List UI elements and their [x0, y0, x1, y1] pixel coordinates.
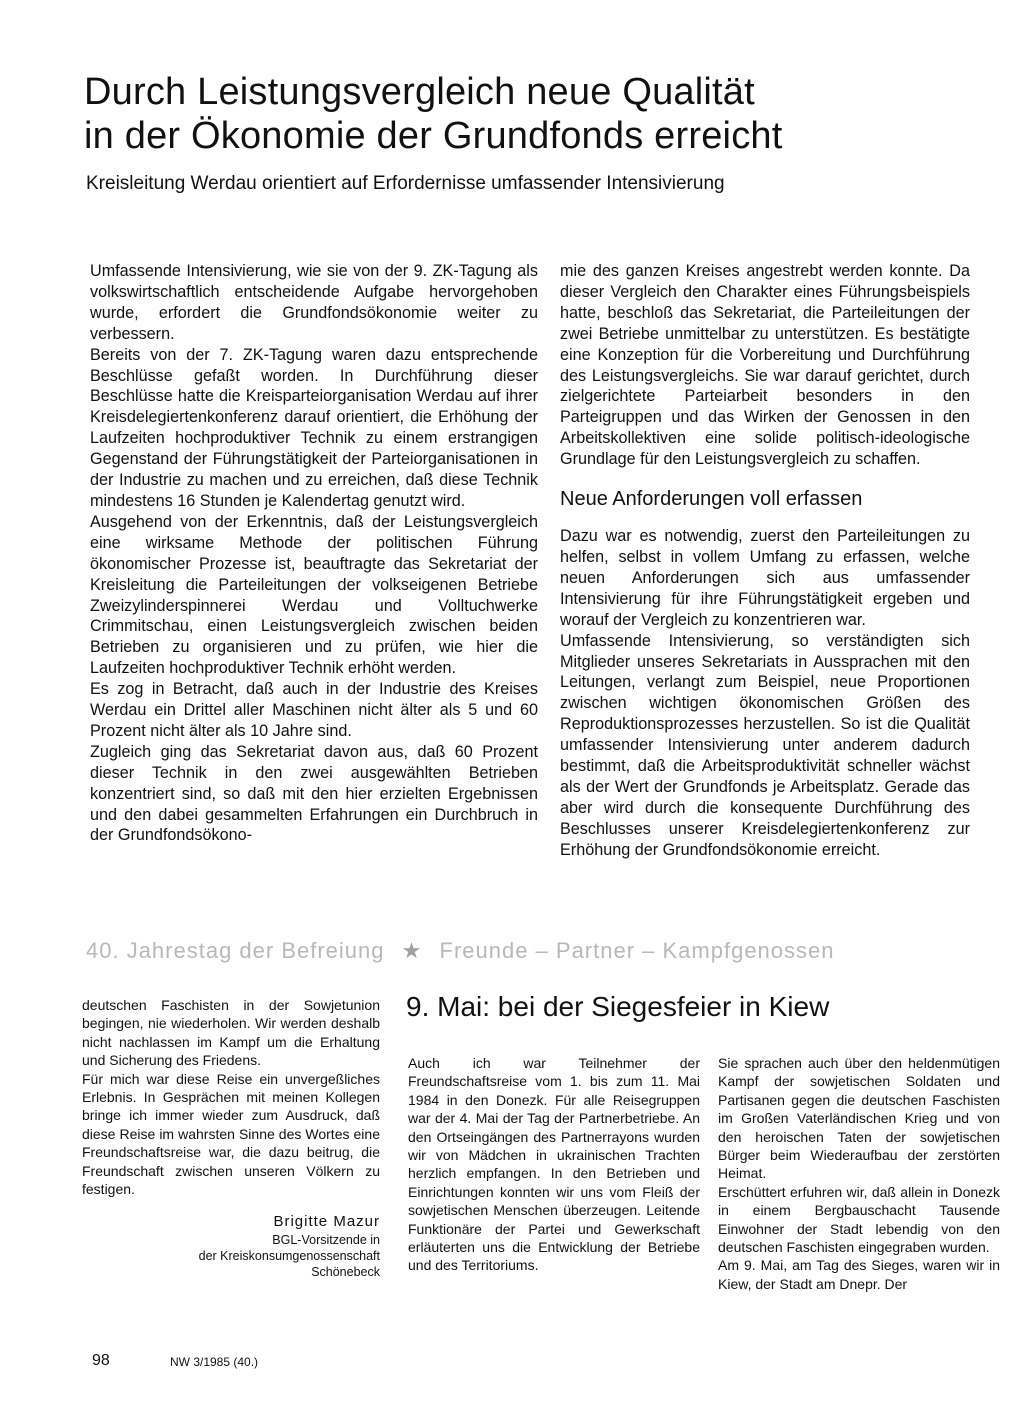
headline-line-2: in der Ökonomie der Grundfonds erreicht	[84, 115, 783, 157]
banner-right-text: Freunde – Partner – Kampfgenossen	[439, 938, 835, 963]
paragraph: Zugleich ging das Sekretariat davon aus, daß 60 Prozent dieser Technik in den zwei ausgewählten Betrieben konzentriert sind, so daß mit den hier erzielten Ergebnissen und den dabei gesammelten Erfahrungen ein Durchbruch in der Grundfondsökono-	[90, 742, 538, 845]
headline-line-1: Durch Leistungsvergleich neue Qualität	[84, 71, 755, 113]
paragraph: Auch ich war Teilnehmer der Freundschaftsreise vom 1. bis zum 11. Mai 1984 in den Donezk. Für alle Reisegruppen war der 4. Mai der Tag der Partnerbetriebe. An den Ortseingängen des Partnerrayons wurden wir von Mädchen in ukrainischen Trachten herzlich empfangen. In den Betrieben und Einrichtungen konnten wir uns vom Fleiß der sowjetischen Menschen überzeugen. Leitende Funktionäre der Partei und Gewerkschaft erläuterten uns die Entwicklung der Betriebe und des Territoriums.	[408, 1055, 700, 1274]
paragraph: mie des ganzen Kreises angestrebt werden konnte. Da dieser Vergleich den Charakter eines Führungsbeispiels hatte, beschloß das Sekretariat, die Parteileitungen der zwei Betriebe unmittelbar zu unterstützen. Es bestätigte eine Konzeption für die Vorbereitung und Durchführung des Leistungsvergleichs. Sie war darauf gerichtet, durch zielgerichtete Parteiarbeit besonders in den Parteigruppen und das Wirken der Genossen in den Arbeitskollektiven eine solide politisch-ideologische Grundlage für den Leistungsvergleich zu schaffen.	[560, 262, 970, 469]
paragraph: Ausgehend von der Erkenntnis, daß der Leistungsvergleich eine wirksame Methode der politischen Führung ökonomischer Prozesse ist, beauftragte das Sekretariat der Kreisleitung die Parteileitungen der volkseigenen Betriebe Zweizylinderspinnerei Werdau und Volltuchwerke Crimmitschau, einen Leistungsvergleich zwischen beiden Betrieben zu organisieren und zu prüfen, wie hier die Laufzeiten hochproduktiver Technik erhöht werden.	[90, 512, 538, 678]
headline	[84, 70, 984, 158]
paragraph: Umfassende Intensivierung, wie sie von der 9. ZK-Tagung als volkswirtschaftlich entscheidende Aufgabe hervorgehoben wurde, erfordert die Grundfondsökonomie weiter zu verbessern.	[90, 262, 538, 343]
paragraph: Sie sprachen auch über den heldenmütigen Kampf der sowjetischen Soldaten und Partisanen gegen die deutschen Faschisten im Großen Vaterländischen Krieg und von den heroischen Taten der sowjetischen Bürger beim Wiederaufbau der zerstörten Heimat.	[718, 1055, 1000, 1182]
section-heading: Neue Anforderungen voll erfassen	[560, 488, 863, 511]
paragraph: deutschen Faschisten in der Sowjetunion begingen, nie wiederholen. Wir werden deshalb nicht nachlassen im Kampf um die Erhaltung und Sicherung des Friedens.	[82, 997, 380, 1069]
author-role-line: der Kreiskonsumgenossenschaft	[198, 1249, 380, 1264]
article-left-column	[90, 261, 538, 846]
page-number: 98	[92, 1352, 110, 1369]
article2-column-a	[82, 996, 380, 1280]
article2-column-b	[408, 1054, 700, 1275]
paragraph: Am 9. Mai, am Tag des Sieges, waren wir in Kiew, der Stadt am Dnepr. Der	[718, 1257, 1000, 1292]
article-title: 9. Mai: bei der Siegesfeier in Kiew	[406, 991, 830, 1022]
author-role-line: Schönebeck	[311, 1265, 380, 1280]
issue-label: NW 3/1985 (40.)	[170, 1355, 259, 1369]
subheadline: Kreisleitung Werdau orientiert auf Erfordernisse umfassender Intensivierung	[86, 173, 725, 194]
paragraph: Bereits von der 7. ZK-Tagung waren dazu entsprechende Beschlüsse gefaßt worden. In Durchführung dieser Beschlüsse hatte die Kreisparteiorganisation Werdau auf ihrer Kreisdelegiertenkonferenz darauf orientiert, die Erhöhung der Laufzeiten hochproduktiver Technik zu einem erstrangigen Gegenstand der Führungstätigkeit der Parteiorganisationen in der Industrie zu machen und zu erreichen, daß diese Technik mindestens 16 Stunden je Kalendertag genutzt wird.	[90, 345, 538, 510]
anniversary-banner	[86, 936, 996, 966]
paragraph: Erschüttert erfuhren wir, daß allein in Donezk in einem Bergbauschacht Tausende Einwohner der Stadt lebendig von den deutschen Faschisten eingegraben wurden.	[718, 1183, 1000, 1256]
star-icon: ★	[401, 938, 423, 963]
author-role	[82, 1232, 380, 1280]
paragraph: Dazu war es notwendig, zuerst den Parteileitungen zu helfen, selbst in vollem Umfang zu erfassen, welche neuen Anforderungen sich aus umfassender Intensivierung für ihre Führungstätigkeit ergeben und worauf der Vergleich zu konzentrieren war.	[560, 527, 970, 629]
paragraph: Für mich war diese Reise ein unvergeßliches Erlebnis. In Gesprächen mit meinen Kollegen bringe ich immer wieder zum Ausdruck, daß diese Reise im wahrsten Sinne des Wortes eine Freundschaftsreise war, die dazu beitrug, die Freundschaft zwischen unseren Völkern zu festigen.	[82, 1070, 380, 1198]
author-role-line: BGL-Vorsitzende in	[272, 1233, 380, 1248]
article-right-column	[560, 261, 970, 861]
paragraph: Es zog in Betracht, daß auch in der Industrie des Kreises Werdau ein Drittel aller Maschinen nicht älter als 5 und 60 Prozent nicht älter als 10 Jahre sind.	[90, 680, 538, 740]
banner-left-text: 40. Jahrestag der Befreiung	[86, 938, 385, 963]
author-name: Brigitte Mazur	[273, 1213, 380, 1231]
paragraph: Umfassende Intensivierung, so verständigten sich Mitglieder unseres Sekretariats in Aussprachen mit den Leitungen, verlangt zum Beispiel, neue Proportionen zwischen wichtigen ökonomischen Größen des Reproduktionsprozesses herzustellen. So ist die Qualität umfassender Intensivierung unter anderem dadurch bestimmt, daß die Arbeitsproduktivität schneller wächst als der Wert der Grundfonds je Arbeitsplatz. Gerade das aber wird durch die konsequente Durchführung des Beschlusses unserer Kreisdelegiertenkonferenz zur Erhöhung der Grundfondsökonomie erreicht.	[560, 631, 970, 859]
article2-column-c	[718, 1054, 1000, 1293]
